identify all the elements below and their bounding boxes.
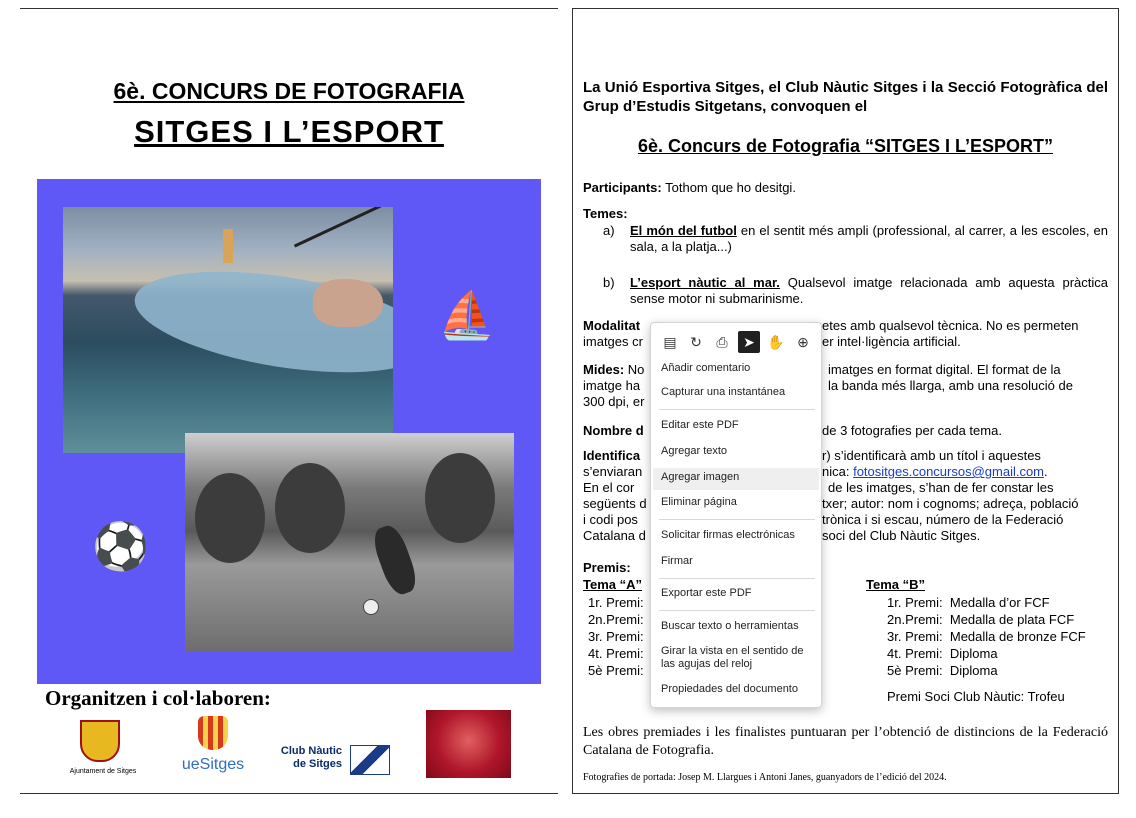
- menu-search-tools[interactable]: Buscar texto o herramientas: [661, 620, 799, 632]
- ident-text1: r) s’identificarà amb un títol i aquestes: [822, 448, 1041, 463]
- temes-label: Temes:: [583, 206, 628, 221]
- print-icon[interactable]: ⎙: [716, 334, 728, 350]
- tema-a-prize-4: 4t. Premi:: [588, 646, 644, 661]
- grup-estudis-logo: [426, 710, 511, 778]
- club-nautic-line2: de Sitges: [293, 758, 342, 770]
- mides-text1: imatges en format digital. El format de la: [828, 362, 1061, 377]
- tema-a-prize-2: 2n.Premi:: [588, 612, 644, 627]
- ident-head4: següents d: [583, 496, 647, 511]
- context-menu-toolbar: [651, 327, 821, 357]
- tema-a-letter: a): [603, 223, 615, 238]
- menu-edit-pdf[interactable]: Editar este PDF: [661, 419, 739, 431]
- contest-title: 6è. Concurs de Fotografia “SITGES I L’ESPORT”: [637, 136, 1054, 156]
- ue-sitges-logo-text: ueSitges: [181, 756, 245, 773]
- ident-text2: nica: fotositges.concursos@gmail.com.: [822, 464, 1048, 479]
- modalitat-label: Modalitat: [583, 318, 641, 333]
- participants-line: Participants: Tothom que ho desitgi.: [583, 180, 796, 195]
- intro-paragraph: La Unió Esportiva Sitges, el Club Nàutic Sitges i la Secció Fotogràfica del Grup d’Estudis Sitgetans, convoquen el: [583, 79, 1108, 115]
- menu-export-pdf[interactable]: Exportar este PDF: [661, 587, 752, 599]
- tema-b-prize-4: 4t. Premi: Diploma: [887, 646, 998, 661]
- menu-add-text[interactable]: Agregar texto: [661, 445, 728, 457]
- menu-delete-page[interactable]: Eliminar página: [661, 496, 737, 508]
- tema-b-letter: b): [603, 275, 615, 290]
- ident-head6: Catalana d: [583, 528, 646, 543]
- premis-label: Premis:: [583, 560, 631, 575]
- menu-rotate-clockwise[interactable]: Girar la vista en el sentido de las agujas del reloj: [661, 645, 804, 670]
- tema-b-prize-2: 2n.Premi: Medalla de plata FCF: [887, 612, 1075, 627]
- club-nautic-line1: Club Nàutic: [280, 745, 342, 757]
- menu-capture-snapshot[interactable]: Capturar una instantánea: [661, 386, 786, 398]
- poster-title-line1: 6è. CONCURS DE FOTOGRAFIA: [113, 78, 465, 104]
- tema-b-prize-5: 5è Premi: Diploma: [887, 663, 998, 678]
- ident-text3: de les imatges, s’han de fer constar les: [828, 480, 1054, 495]
- ident-head3: En el cor: [583, 480, 635, 495]
- tema-b-prize-3: 3r. Premi: Medalla de bronze FCF: [887, 629, 1086, 644]
- modalitat-text1: etes amb qualsevol tècnica. No es permeten: [822, 318, 1079, 333]
- closing-paragraph: Les obres premiades i les finalistes puntuaran per l’obtenció de distincions de la Federació Catalana de Fotografia.: [583, 725, 1108, 758]
- modalitat-head2: imatges cr: [583, 334, 643, 349]
- mides-head: Mides: No: [583, 362, 645, 377]
- email-link[interactable]: fotositges.concursos@gmail.com: [853, 464, 1045, 479]
- tema-b-heading: Tema “B”: [866, 577, 925, 592]
- menu-document-properties[interactable]: Propiedades del documento: [661, 683, 798, 695]
- poster-title-line2: SITGES I L’ESPORT: [134, 114, 444, 149]
- menu-request-signatures[interactable]: Solicitar firmas electrónicas: [661, 529, 795, 541]
- club-nautic-logo: [272, 743, 387, 783]
- mides-head3: 300 dpi, er: [583, 394, 645, 409]
- paddleboard-photo: [63, 207, 393, 453]
- tema-a-prize-1: 1r. Premi:: [588, 595, 644, 610]
- tema-b-prize-1: 1r. Premi: Medalla d’or FCF: [887, 595, 1050, 610]
- rotate-icon[interactable]: ↻: [690, 334, 702, 350]
- modalitat-text2: er intel·ligència artificial.: [822, 334, 961, 349]
- tema-a-prize-3: 3r. Premi:: [588, 629, 644, 644]
- tema-a-text: El món del futbol en el sentit més ampli (professional, al carrer, a les escoles, en sala, a la platja...): [630, 223, 1108, 254]
- ident-text6: soci del Club Nàutic Sitges.: [822, 528, 981, 543]
- ident-text4: txer; autor: nom i cognoms; adreça, població: [822, 496, 1079, 511]
- zoom-icon[interactable]: ⊕: [797, 334, 809, 350]
- page-view-icon[interactable]: ▤: [663, 334, 677, 350]
- menu-add-comment[interactable]: Añadir comentario: [661, 362, 751, 374]
- soccer-player-icon: ⚽: [92, 520, 150, 572]
- pointer-icon[interactable]: ➤: [738, 331, 760, 353]
- menu-sign[interactable]: Firmar: [661, 555, 693, 567]
- context-menu: [650, 322, 822, 708]
- ident-text5: trònica i si escau, número de la Federació: [822, 512, 1064, 527]
- ident-head2: s’enviaran: [583, 464, 643, 479]
- tema-a-heading: Tema “A”: [583, 577, 642, 592]
- ue-sitges-logo: [178, 712, 248, 782]
- ident-head: Identifica: [583, 448, 641, 463]
- hand-icon[interactable]: ✋: [767, 334, 785, 350]
- nombre-head: Nombre d: [583, 423, 644, 438]
- ajuntament-logo-text: Ajuntament de Sitges: [69, 768, 137, 775]
- football-kid-photo: [185, 433, 514, 652]
- ident-head5: i codi pos: [583, 512, 638, 527]
- organizers-heading: Organitzen i col·laboren:: [45, 686, 271, 710]
- tema-b-text: L’esport nàutic al mar. Qualsevol imatge relacionada amb aquesta pràctica sense motor ni submarinisme.: [630, 275, 1108, 306]
- tema-a-prize-5: 5è Premi:: [588, 663, 644, 678]
- mides-text2: la banda més llarga, amb una resolució de: [828, 378, 1073, 393]
- sailboat-icon: ⛵: [438, 289, 496, 341]
- premi-soci: Premi Soci Club Nàutic: Trofeu: [887, 689, 1065, 704]
- mides-head2: imatge ha: [583, 378, 641, 393]
- ajuntament-logo: [58, 710, 148, 780]
- menu-add-image[interactable]: Agregar imagen: [653, 468, 819, 490]
- photo-credits: Fotografies de portada: Josep M. Llargues i Antoni Janes, guanyadors de l’edició del 2024.: [583, 772, 947, 783]
- nombre-text: de 3 fotografies per cada tema.: [822, 423, 1002, 438]
